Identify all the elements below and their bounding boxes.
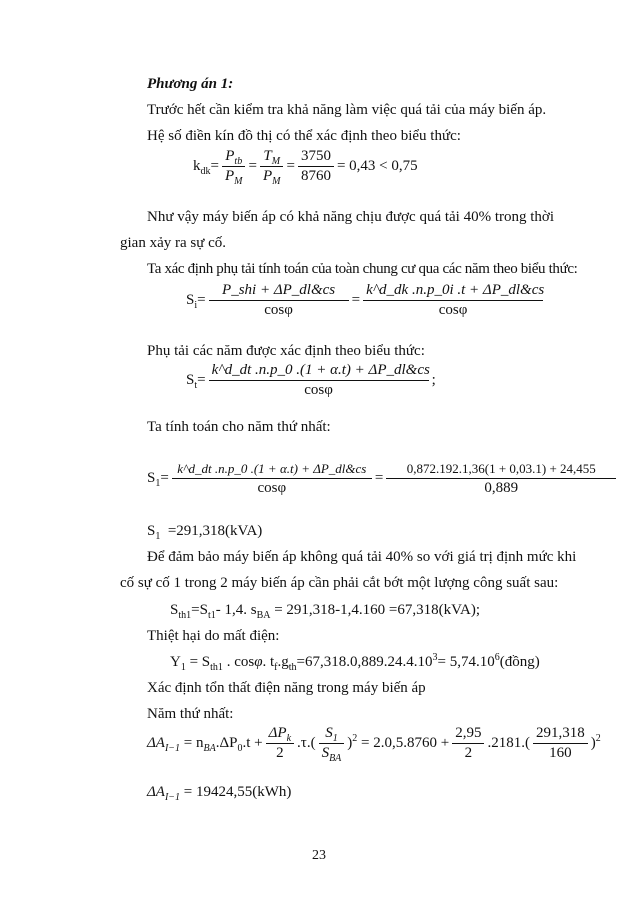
paragraph-9: Xác định tổn thất điện năng trong máy biến áp [147, 680, 426, 696]
fraction-tm-pm: $\frac{T_M}{P_M}$ [260, 148, 284, 185]
paragraph-7a: Để đảm bảo máy biến áp không quá tải 40% so với giá trị định mức khi [147, 549, 577, 565]
fraction-s1-2: $\frac{0,872.192.1,36(1 + 0,03.1) + 24,455}{0,889}$ [386, 460, 616, 497]
page-number: 23 [312, 848, 326, 863]
kdk-result: = 0,43 < 0,75 [336, 158, 418, 174]
fraction-295: $\frac{2,95}{2}$ [452, 725, 484, 762]
paragraph-5: Phụ tải các năm được xác định theo biểu thức: [147, 343, 425, 359]
paragraph-10: Năm thứ nhất: [147, 706, 234, 722]
paragraph-7b: cố sự cố 1 trong 2 máy biến áp cần phải cắt bớt một lượng công suất sau: [120, 575, 559, 591]
paragraph-3b: gian xảy ra sự cố. [120, 235, 227, 251]
paragraph-3a: Như vậy máy biến áp có khả năng chịu được quá tải 40% trong thời [147, 209, 555, 225]
fraction-ptb-pm: $\frac{P_{tb}}{P_M}$ [222, 148, 246, 185]
fraction-291318: $\frac{291,318}{160}$ [533, 725, 588, 762]
equation-y1: $Y_1 = S_{th1}$ . cosφ. $t_f.g_{th}=67,318.0,889.24.4.10^3=$ $5,74.10^6(đồng)$ [170, 652, 540, 673]
fraction-si-1: $\frac{\text{P\_shi + ΔP\_dl\&cs}}{\cos\varphi}$ [209, 282, 349, 319]
equation-delta-a: $\Delta A_{I-1}$ = $n_{BA}.\Delta P_0.t$ + $\frac{\Delta P_k}{2}$ .τ.( $\frac{S_1}{S_{BA}}$ )$^2$ = 2.0,5.8760 + $\frac{2,95}{2}$ .2181.( $\frac{291,318}{160}$ )$^2$ [147, 725, 601, 764]
paragraph-4: Ta xác định phụ tải tính toán của toàn chung cư qua các năm theo biểu thức: [147, 261, 578, 277]
fraction-st: $\frac{k\^{}d\_dt .n.p\_0 .(1 + \alpha.t) + \Delta P\_dl\&cs}{\cos\varphi}$ [209, 362, 429, 399]
equation-kdk: $k_{dk}=$ $\frac{P_{tb}}{P_M}$ = $\frac{T_M}{P_M}$ = $\frac{3750}{8760}$ = 0,43 < 0,75 [193, 148, 418, 187]
paragraph-8: Thiệt hại do mất điện: [147, 628, 280, 644]
equation-s1: $S_1=$ $\frac{k\^{}d\_dt .n.p\_0 .(1 + \alpha.t) + \Delta P\_dl\&cs}{\cos\varphi}$ = $\frac{0,872.192.1,36(1 + 0,03.1) + 24,455}{0,889}$ [147, 460, 619, 497]
delta-a-result: $\Delta A_{I-1} = 19424,55(kWh)$ [147, 784, 292, 803]
equation-si: $S_i=$ $\frac{\text{P\_shi + ΔP\_dl\&cs}}{\cos\varphi}$ = $\frac{k\^{}d\_dk .n.p\_0i .t + \Delta P\_dl\&cs}{\cos\varphi}$ [186, 282, 545, 318]
paragraph-1: Trước hết cần kiểm tra khả năng làm việc quá tải của máy biến áp. [147, 102, 547, 118]
fraction-si-2: $\frac{k\^{}d\_dk .n.p\_0i .t + \Delta P\_dl\&cs}{\cos\varphi}$ [363, 282, 543, 319]
fraction-s1-1: $\frac{k\^{}d\_dt .n.p\_0 .(1 + \alpha.t) + \Delta P\_dl\&cs}{\cos\varphi}$ [172, 460, 372, 497]
fraction-dpk: $\frac{\Delta P_k}{2}$ [266, 725, 294, 762]
paragraph-2: Hệ số điền kín đồ thị có thể xác định theo biểu thức: [147, 128, 461, 144]
paragraph-6: Ta tính toán cho năm thứ nhất: [147, 419, 331, 435]
fraction-3750-8760: $\frac{3750}{8760}$ [298, 148, 334, 185]
s1-result-line: $S_1 =291,318(kVA)$ [147, 523, 263, 542]
equation-sth1: $S_{th1}=S_{t1}-$ 1,4. $s_{BA} = 291,318-1,4.160 =67,318(kVA)$; [170, 602, 481, 621]
section-heading: Phương án 1: [147, 76, 234, 92]
equation-st: $S_t=$ $\frac{k\^{}d\_dt .n.p\_0 .(1 + \alpha.t) + \Delta P\_dl\&cs}{\cos\varphi}$ ; [186, 362, 436, 398]
fraction-s1-sba: $\frac{S_1}{S_{BA}}$ [319, 725, 345, 762]
